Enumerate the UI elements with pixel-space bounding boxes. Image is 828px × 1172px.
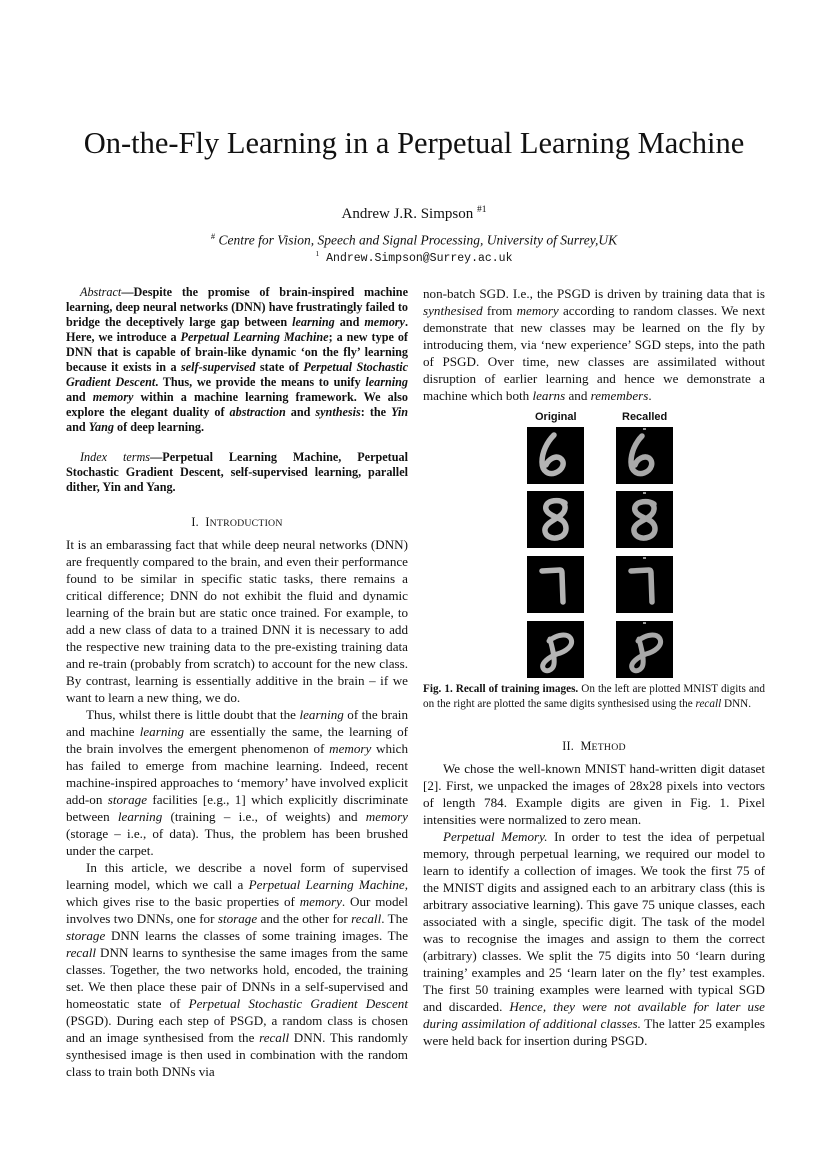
right-column-bottom <box>423 682 765 1049</box>
text-run: . <box>648 388 652 403</box>
handwritten-six-icon <box>616 427 673 484</box>
text-run: DNN. This randomly synthesised image is then used in combination with the random class to train both DNNs via <box>66 1030 408 1079</box>
section-numeral: II. <box>562 739 574 753</box>
paper-title: On-the-Fly Learning in a Perpetual Learning Machine <box>83 126 745 160</box>
emphasized-text: memory <box>364 315 405 329</box>
intro-paragraph <box>66 536 408 706</box>
emphasized-text: Perpetual Stochastic Gradient Descent <box>188 996 408 1011</box>
emphasized-text: recall <box>695 698 722 710</box>
section-heading-introduction <box>66 515 408 530</box>
handwritten-eight-icon <box>527 491 584 548</box>
emphasized-text: Perpetual Stochastic Gradient Descent <box>66 360 408 389</box>
section-title-rest: ETHOD <box>591 742 626 753</box>
text-run: In this article, we describe a novel form of supervised learning model, which we call a <box>66 860 408 892</box>
figure-label-original: Original <box>535 411 577 423</box>
emphasized-text: synthesised <box>423 303 483 318</box>
emphasized-text: Hence, they were not available for later use during assimilation of additional classes. <box>423 999 765 1031</box>
section-heading-method <box>423 739 765 754</box>
emphasized-text: abstraction <box>229 405 286 419</box>
text-run: of deep learning. <box>114 420 205 434</box>
text-run: are essentially the same, the learning of the brain involves the emergent phenomenon of <box>66 724 408 756</box>
emphasized-text: learning <box>117 809 163 824</box>
original-digit-8-looped-image <box>527 621 584 678</box>
text-run: . Thus, we provide the means to unify <box>155 375 366 389</box>
emphasized-text: learning <box>299 707 344 722</box>
text-run: We chose the well-known MNIST hand-written digit dataset [2]. First, we unpacked the images of 28x28 pixels into vectors of length 784. Example digits are given in Fig. 1. Pixel intensities were normalized to zero mean. <box>423 761 765 827</box>
emphasized-text: self-supervised <box>181 360 256 374</box>
emphasized-text: Yang <box>88 420 114 434</box>
handwritten-eight-looped-icon <box>527 621 584 678</box>
figure-label-recalled: Recalled <box>622 411 668 423</box>
figure-caption <box>423 682 765 712</box>
text-run: DNN. <box>721 698 752 710</box>
emphasized-text: learns <box>532 388 566 403</box>
text-run: —Despite the promise of brain-inspired machine learning, deep neural networks (DNN) have frustratingly failed to bridge the deceptively large gap between <box>66 285 408 329</box>
method-paragraph <box>423 828 765 1049</box>
text-run: In order to test the idea of perpetual memory, through perpetual learning, we required our model to learn to identify a collection of images. We took the first 75 of the MNIST digits and assigned each to an arbitrary class (this is arbitrary associative learning). This gave 75 unique classes, each associated with a single, specific digit. The task of the model was to recognise the images and assign to them the correct (arbitrary) classes. We split the 75 digits into 50 ‘learn during training’ examples and 25 ‘learn later on the fly’ test examples. The first 50 training examples were learned with typical SGD and discarded. <box>423 829 765 1014</box>
figure-caption-label: Fig. 1. Recall of training images. <box>423 683 579 695</box>
intro-paragraph <box>66 859 408 1080</box>
emphasized-text: learning <box>139 724 185 739</box>
emphasized-text: memory <box>329 741 372 756</box>
emphasized-text: learning <box>365 375 408 389</box>
text-run: (PSGD). During each step of PSGD, a random class is chosen and an image synthesised from the <box>66 1013 408 1045</box>
emphasized-text: storage <box>107 792 148 807</box>
left-column <box>66 285 408 1080</box>
affiliation-line <box>0 231 828 249</box>
text-run: On the left are plotted MNIST digits and on the right are plotted the same digits synthesised using the <box>423 683 765 710</box>
section-title-rest: NTRODUCTION <box>209 518 283 529</box>
text-run: non-batch SGD. I.e., the PSGD is driven by training data that is <box>423 286 765 301</box>
original-digit-6-image <box>527 427 584 484</box>
emphasized-text: Perpetual Learning Machine, <box>248 877 408 892</box>
recalled-digit-8-image <box>616 491 673 548</box>
emphasized-text: storage <box>66 928 106 943</box>
author-superscript: #1 <box>476 205 487 215</box>
emphasized-text: remembers <box>590 388 649 403</box>
right-column-top <box>423 285 765 404</box>
emphasized-text: recall <box>66 945 97 960</box>
text-run: and <box>66 420 89 434</box>
emphasized-text: Perpetual Memory. <box>443 829 548 844</box>
text-run: Thus, whilst there is little doubt that the <box>86 707 300 722</box>
text-run: It is an embarassing fact that while deep neural networks (DNN) are frequently compared to the brain, and even their performance found to be similar in specific static tasks, there remains a critical difference; DNN do not exhibit the fluid and dynamic learning of the brain but are static once trained. For example, to add a new class of data to a trained DNN it is necessary to add the respective new training data to the pre-existing training data and re-train (probably from scratch) to account for the new class. By contrast, learning is essentially additive in the brain – if we want to learn a new thing, we do. <box>66 537 408 705</box>
section-initial: I <box>205 515 210 529</box>
emphasized-text: Perpetual Learning Machine <box>180 330 329 344</box>
emphasized-text: memory <box>299 894 342 909</box>
email-line <box>0 249 828 265</box>
handwritten-eight-icon <box>616 491 673 548</box>
emphasized-text: memory <box>516 303 559 318</box>
emphasized-text: storage <box>217 911 258 926</box>
text-run: and <box>334 315 365 329</box>
index-terms <box>66 450 408 495</box>
text-run: according to random classes. We next demonstrate that new classes may be learned on the fly by introducing them, via ‘new experience’ SGD steps, into the path of PSGD. Over time, new classes are assimilated without disruption of earlier learning and hence we demonstrate a machine which both <box>423 303 765 403</box>
method-body <box>423 760 765 1049</box>
handwritten-eight-looped-icon <box>616 621 673 678</box>
affiliation-text: Centre for Vision, Speech and Signal Processing, University of Surrey,UK <box>218 232 618 248</box>
text-run: The latter 25 examples were held back for insertion during PSGD. <box>423 1016 765 1048</box>
text-run: ; a new type of DNN that is capable of brain-like dynamic ‘on the fly’ learning because it exists in a <box>66 330 408 374</box>
email-address[interactable]: Andrew.Simpson@Surrey.ac.uk <box>326 251 513 265</box>
section-initial: M <box>580 739 592 753</box>
emphasized-text: recall <box>259 1030 290 1045</box>
section-numeral: I. <box>191 515 199 529</box>
text-run: within a machine learning framework. We also explore the elegant duality of <box>66 390 408 419</box>
text-run: . Here, we introduce a <box>66 315 408 344</box>
original-digit-8-image <box>527 491 584 548</box>
text-run: which gives rise to the basic properties of <box>66 894 300 909</box>
text-run: from <box>482 303 517 318</box>
affiliation-superscript: # <box>210 231 216 241</box>
handwritten-seven-icon <box>616 556 673 613</box>
author-name: Andrew J.R. Simpson <box>341 206 474 222</box>
method-paragraph <box>423 760 765 828</box>
recalled-digit-8-looped-image <box>616 621 673 678</box>
text-run: . Our model involves two DNNs, one for <box>66 894 408 926</box>
handwritten-six-icon <box>527 427 584 484</box>
recalled-digit-7-image <box>616 556 673 613</box>
emphasized-text: recall <box>351 911 382 926</box>
continued-paragraph <box>423 285 765 404</box>
index-terms-text: —Perpetual Learning Machine, Perpetual Stochastic Gradient Descent, self-supervised learning, parallel dither, Yin and Yang. <box>66 450 408 494</box>
text-run: and <box>565 388 591 403</box>
text-run: which has failed to emerge from machine learning. Indeed, recent machine-inspired approaches to ‘memory’ have involved explicit add-on <box>66 741 409 807</box>
handwritten-seven-icon <box>527 556 584 613</box>
figure-column-labels <box>0 411 828 425</box>
text-run: . The <box>381 911 408 926</box>
emphasized-text: learning <box>292 315 335 329</box>
text-run: and <box>66 390 93 404</box>
recalled-digit-6-image <box>616 427 673 484</box>
introduction-body <box>66 536 408 1080</box>
emphasized-text: Yin <box>391 405 409 419</box>
intro-paragraph <box>66 706 408 859</box>
text-run: of the brain and machine <box>66 707 408 739</box>
text-run: DNN learns to synthesise the same images from the same classes. Together, the two networks hold, encoded, the training set. We then place these pair of DNNs in a self-supervised and homeostatic state of <box>66 945 408 1011</box>
text-run: and the other for <box>257 911 352 926</box>
text-run: state of <box>255 360 304 374</box>
emphasized-text: synthesis <box>315 405 361 419</box>
author-line <box>0 205 828 223</box>
text-run: facilities [e.g., 1] which explicitly discriminate between <box>66 792 409 824</box>
text-run: DNN learns the classes of some training images. The <box>105 928 408 943</box>
emphasized-text: memory <box>365 809 408 824</box>
text-run: and <box>285 405 316 419</box>
text-run: (training – i.e., of weights) and <box>162 809 366 824</box>
abstract-label: Abstract <box>80 285 122 299</box>
emphasized-text: memory <box>92 390 134 404</box>
original-digit-7-image <box>527 556 584 613</box>
text-run: (storage – i.e., of data). Thus, the problem has been brushed under the carpet. <box>66 826 408 858</box>
text-run: : the <box>360 405 392 419</box>
index-terms-label: Index terms <box>80 450 151 464</box>
email-superscript: 1 <box>315 249 320 258</box>
